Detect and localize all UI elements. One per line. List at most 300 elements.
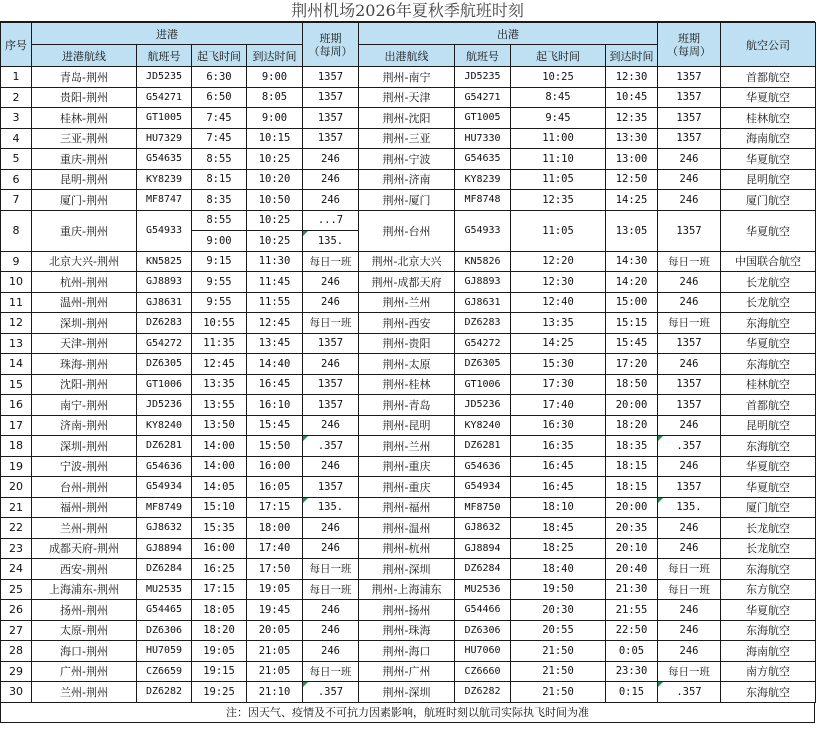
- cell-in-flight: GT1006: [137, 374, 192, 395]
- cell-in-dep-time: 13:35: [192, 374, 247, 395]
- cell-in-route: 珠海-荆州: [32, 354, 137, 375]
- cell-seq: 6: [1, 169, 32, 190]
- cell-out-route: 荆州-南宁: [359, 67, 455, 88]
- cell-in-arr-time: 10:25: [247, 210, 303, 231]
- cell-out-schedule: 1357: [658, 87, 721, 108]
- cell-out-route: 荆州-台州: [359, 210, 455, 251]
- cell-out-flight: JD5236: [455, 395, 511, 416]
- cell-in-flight: GT1005: [137, 108, 192, 129]
- cell-out-schedule: 246: [658, 292, 721, 313]
- cell-out-flight: KY8240: [455, 415, 511, 436]
- cell-in-flight: DZ6282: [137, 682, 192, 703]
- cell-in-route: 兰州-荆州: [32, 682, 137, 703]
- cell-seq: 14: [1, 354, 32, 375]
- table-row: [1, 169, 816, 190]
- cell-in-route: 重庆-荆州: [32, 210, 137, 251]
- cell-out-flight: DZ6282: [455, 682, 511, 703]
- cell-out-dep-time: 16:35: [511, 436, 606, 457]
- cell-in-flight: G54272: [137, 333, 192, 354]
- cell-out-route: 荆州-桂林: [359, 374, 455, 395]
- cell-seq: 22: [1, 518, 32, 539]
- cell-in-flight: HU7329: [137, 128, 192, 149]
- cell-out-flight: GJ8893: [455, 272, 511, 293]
- cell-in-dep-time: 6:50: [192, 87, 247, 108]
- cell-out-flight: GJ8631: [455, 292, 511, 313]
- cell-in-dep-time: 16:00: [192, 538, 247, 559]
- table-row: [1, 313, 816, 334]
- cell-out-arr-time: 20:40: [606, 559, 658, 580]
- cell-out-schedule: 1357: [658, 333, 721, 354]
- cell-out-schedule: 每日一班: [658, 661, 721, 682]
- cell-out-flight: CZ6660: [455, 661, 511, 682]
- cell-seq: 3: [1, 108, 32, 129]
- cell-in-schedule: ...7: [303, 210, 359, 231]
- table-row: [1, 149, 816, 170]
- cell-airline: 厦门航空: [721, 190, 816, 211]
- cell-in-arr-time: 10:15: [247, 128, 303, 149]
- table-row: [1, 456, 816, 477]
- cell-in-flight: JD5236: [137, 395, 192, 416]
- header-in-flight: 航班号: [137, 45, 192, 67]
- cell-in-arr-time: 15:45: [247, 415, 303, 436]
- cell-in-schedule: 246: [303, 518, 359, 539]
- cell-out-flight: GT1006: [455, 374, 511, 395]
- cell-seq: 20: [1, 477, 32, 498]
- cell-in-route: 杭州-荆州: [32, 272, 137, 293]
- cell-in-schedule: 每日一班: [303, 661, 359, 682]
- cell-in-arr-time: 11:45: [247, 272, 303, 293]
- cell-in-dep-time: 19:05: [192, 641, 247, 662]
- cell-out-flight: DZ6306: [455, 620, 511, 641]
- cell-in-route: 太原-荆州: [32, 620, 137, 641]
- cell-in-arr-time: 19:45: [247, 600, 303, 621]
- cell-out-route: 荆州-沈阳: [359, 108, 455, 129]
- cell-in-arr-time: 16:00: [247, 456, 303, 477]
- header-in-schedule: 班期 （每周）: [303, 23, 359, 67]
- cell-out-dep-time: 13:35: [511, 313, 606, 334]
- cell-out-route: 荆州-济南: [359, 169, 455, 190]
- cell-out-schedule: 1357: [658, 374, 721, 395]
- cell-in-dep-time: 8:55: [192, 210, 247, 231]
- table-row: [1, 67, 816, 88]
- cell-out-flight: HU7330: [455, 128, 511, 149]
- cell-airline: 海南航空: [721, 641, 816, 662]
- cell-in-dep-time: 14:00: [192, 456, 247, 477]
- cell-in-route: 青岛-荆州: [32, 67, 137, 88]
- cell-in-dep-time: 17:15: [192, 579, 247, 600]
- cell-in-schedule: 1357: [303, 128, 359, 149]
- cell-airline: 首都航空: [721, 67, 816, 88]
- cell-out-arr-time: 10:45: [606, 87, 658, 108]
- cell-in-arr-time: 16:05: [247, 477, 303, 498]
- cell-in-route: 厦门-荆州: [32, 190, 137, 211]
- cell-out-arr-time: 14:30: [606, 251, 658, 272]
- cell-out-dep-time: 12:40: [511, 292, 606, 313]
- cell-out-route: 荆州-杭州: [359, 538, 455, 559]
- table-row: [1, 518, 816, 539]
- cell-out-schedule: 246: [658, 190, 721, 211]
- cell-in-arr-time: 10:20: [247, 169, 303, 190]
- cell-out-route: 荆州-成都天府: [359, 272, 455, 293]
- cell-in-dep-time: 18:05: [192, 600, 247, 621]
- cell-airline: 东海航空: [721, 559, 816, 580]
- cell-airline: 昆明航空: [721, 169, 816, 190]
- cell-airline: 中国联合航空: [721, 251, 816, 272]
- cell-out-route: 荆州-厦门: [359, 190, 455, 211]
- cell-in-dep-time: 10:55: [192, 313, 247, 334]
- header-airline: 航空公司: [721, 23, 816, 67]
- cell-out-dep-time: 17:30: [511, 374, 606, 395]
- cell-seq: 25: [1, 579, 32, 600]
- cell-in-schedule: 135.: [303, 231, 359, 252]
- cell-in-route: 深圳-荆州: [32, 313, 137, 334]
- cell-airline: 东海航空: [721, 620, 816, 641]
- cell-out-dep-time: 18:25: [511, 538, 606, 559]
- cell-in-schedule: 1357: [303, 374, 359, 395]
- cell-in-route: 重庆-荆州: [32, 149, 137, 170]
- cell-in-arr-time: 9:00: [247, 108, 303, 129]
- cell-seq: 7: [1, 190, 32, 211]
- table-row: [1, 251, 816, 272]
- cell-in-dep-time: 13:55: [192, 395, 247, 416]
- cell-in-arr-time: 10:25: [247, 149, 303, 170]
- cell-in-arr-time: 8:05: [247, 87, 303, 108]
- cell-in-arr-time: 10:25: [247, 231, 303, 252]
- table-row: [1, 292, 816, 313]
- cell-in-flight: G54271: [137, 87, 192, 108]
- cell-airline: 桂林航空: [721, 108, 816, 129]
- cell-seq: 18: [1, 436, 32, 457]
- cell-out-route: 荆州-珠海: [359, 620, 455, 641]
- cell-in-schedule: 每日一班: [303, 559, 359, 580]
- cell-out-route: 荆州-上海浦东: [359, 579, 455, 600]
- table-row: [1, 395, 816, 416]
- cell-in-flight: DZ6305: [137, 354, 192, 375]
- cell-out-arr-time: 17:20: [606, 354, 658, 375]
- cell-in-flight: G54933: [137, 210, 192, 251]
- cell-in-route: 宁波-荆州: [32, 456, 137, 477]
- cell-seq: 24: [1, 559, 32, 580]
- table-row: [1, 641, 816, 662]
- cell-airline: 桂林航空: [721, 374, 816, 395]
- cell-out-schedule: 1357: [658, 210, 721, 251]
- table-row: [1, 128, 816, 149]
- table-row: [1, 538, 816, 559]
- header-out-schedule: 班期 （每周）: [658, 23, 721, 67]
- cell-out-flight: DZ6284: [455, 559, 511, 580]
- cell-in-dep-time: 6:30: [192, 67, 247, 88]
- cell-out-dep-time: 16:45: [511, 477, 606, 498]
- cell-in-arr-time: 20:05: [247, 620, 303, 641]
- cell-in-arr-time: 17:50: [247, 559, 303, 580]
- cell-in-schedule: 246: [303, 620, 359, 641]
- cell-out-arr-time: 13:00: [606, 149, 658, 170]
- cell-out-flight: G54934: [455, 477, 511, 498]
- cell-out-schedule: 246: [658, 538, 721, 559]
- table-row: [1, 87, 816, 108]
- cell-in-dep-time: 7:45: [192, 108, 247, 129]
- cell-in-schedule: 每日一班: [303, 251, 359, 272]
- cell-out-schedule: 246: [658, 149, 721, 170]
- cell-in-flight: CZ6659: [137, 661, 192, 682]
- cell-in-arr-time: 21:05: [247, 661, 303, 682]
- cell-out-route: 荆州-广州: [359, 661, 455, 682]
- cell-out-flight: HU7060: [455, 641, 511, 662]
- cell-in-dep-time: 16:25: [192, 559, 247, 580]
- cell-out-schedule: 每日一班: [658, 579, 721, 600]
- cell-in-flight: MF8747: [137, 190, 192, 211]
- cell-out-route: 荆州-天津: [359, 87, 455, 108]
- header-in-arr-time: 到达时间: [247, 45, 303, 67]
- cell-out-dep-time: 18:45: [511, 518, 606, 539]
- cell-out-arr-time: 14:25: [606, 190, 658, 211]
- cell-out-dep-time: 12:20: [511, 251, 606, 272]
- cell-in-route: 上海浦东-荆州: [32, 579, 137, 600]
- cell-in-dep-time: 9:55: [192, 272, 247, 293]
- cell-out-dep-time: 19:50: [511, 579, 606, 600]
- cell-out-arr-time: 22:50: [606, 620, 658, 641]
- cell-airline: 华夏航空: [721, 477, 816, 498]
- cell-out-arr-time: 15:45: [606, 333, 658, 354]
- cell-airline: 海南航空: [721, 128, 816, 149]
- cell-airline: 东海航空: [721, 682, 816, 703]
- cell-in-schedule: 1357: [303, 333, 359, 354]
- cell-in-flight: G54465: [137, 600, 192, 621]
- cell-out-dep-time: 20:55: [511, 620, 606, 641]
- cell-out-arr-time: 20:00: [606, 395, 658, 416]
- cell-in-flight: JD5235: [137, 67, 192, 88]
- cell-airline: 长龙航空: [721, 272, 816, 293]
- cell-in-route: 天津-荆州: [32, 333, 137, 354]
- cell-out-schedule: 246: [658, 354, 721, 375]
- cell-in-flight: DZ6306: [137, 620, 192, 641]
- cell-out-dep-time: 12:35: [511, 190, 606, 211]
- cell-out-dep-time: 11:00: [511, 128, 606, 149]
- cell-out-route: 荆州-三亚: [359, 128, 455, 149]
- cell-out-schedule: 246: [658, 415, 721, 436]
- cell-out-dep-time: 16:45: [511, 456, 606, 477]
- cell-out-route: 荆州-兰州: [359, 436, 455, 457]
- table-row: [1, 374, 816, 395]
- cell-out-route: 荆州-深圳: [359, 559, 455, 580]
- cell-out-dep-time: 18:10: [511, 497, 606, 518]
- cell-in-dep-time: 12:45: [192, 354, 247, 375]
- header-seq: 序号: [1, 23, 32, 67]
- cell-in-arr-time: 18:00: [247, 518, 303, 539]
- header-in-dep-time: 起飞时间: [192, 45, 247, 67]
- cell-out-flight: JD5235: [455, 67, 511, 88]
- table-row: [1, 354, 816, 375]
- cell-in-flight: KY8240: [137, 415, 192, 436]
- cell-out-dep-time: 9:45: [511, 108, 606, 129]
- cell-in-flight: GJ8893: [137, 272, 192, 293]
- cell-in-route: 扬州-荆州: [32, 600, 137, 621]
- cell-in-schedule: 1357: [303, 108, 359, 129]
- table-row: [1, 190, 816, 211]
- cell-seq: 1: [1, 67, 32, 88]
- cell-seq: 17: [1, 415, 32, 436]
- cell-in-route: 台州-荆州: [32, 477, 137, 498]
- cell-in-dep-time: 9:15: [192, 251, 247, 272]
- table-row: [1, 682, 816, 703]
- cell-airline: 华夏航空: [721, 333, 816, 354]
- cell-out-schedule: 246: [658, 169, 721, 190]
- cell-in-dep-time: 14:05: [192, 477, 247, 498]
- cell-seq: 16: [1, 395, 32, 416]
- cell-out-dep-time: 21:50: [511, 641, 606, 662]
- cell-airline: 华夏航空: [721, 149, 816, 170]
- cell-in-dep-time: 15:10: [192, 497, 247, 518]
- cell-seq: 2: [1, 87, 32, 108]
- cell-out-route: 荆州-重庆: [359, 477, 455, 498]
- cell-out-arr-time: 20:35: [606, 518, 658, 539]
- cell-seq: 30: [1, 682, 32, 703]
- cell-in-arr-time: 11:55: [247, 292, 303, 313]
- cell-in-schedule: 1357: [303, 395, 359, 416]
- cell-in-dep-time: 9:55: [192, 292, 247, 313]
- cell-out-route: 荆州-温州: [359, 518, 455, 539]
- cell-out-dep-time: 20:30: [511, 600, 606, 621]
- cell-out-flight: GJ8894: [455, 538, 511, 559]
- cell-out-flight: MF8748: [455, 190, 511, 211]
- cell-out-arr-time: 21:30: [606, 579, 658, 600]
- cell-in-route: 三亚-荆州: [32, 128, 137, 149]
- cell-seq: 21: [1, 497, 32, 518]
- cell-in-dep-time: 8:55: [192, 149, 247, 170]
- cell-in-route: 南宁-荆州: [32, 395, 137, 416]
- cell-in-route: 昆明-荆州: [32, 169, 137, 190]
- cell-in-route: 福州-荆州: [32, 497, 137, 518]
- cell-seq: 13: [1, 333, 32, 354]
- cell-in-arr-time: 11:30: [247, 251, 303, 272]
- cell-in-schedule: 246: [303, 641, 359, 662]
- cell-out-arr-time: 12:30: [606, 67, 658, 88]
- cell-in-flight: G54636: [137, 456, 192, 477]
- footer-note: 注：因天气、疫情及不可抗力因素影响，航班时刻以航司实际执飞时间为准: [0, 703, 815, 723]
- cell-in-dep-time: 18:20: [192, 620, 247, 641]
- cell-out-route: 荆州-重庆: [359, 456, 455, 477]
- cell-in-dep-time: 19:25: [192, 682, 247, 703]
- schedule-table: [0, 22, 816, 703]
- cell-out-schedule: 1357: [658, 477, 721, 498]
- header-arrive-group: 进港: [32, 23, 303, 45]
- cell-seq: 23: [1, 538, 32, 559]
- cell-in-flight: DZ6284: [137, 559, 192, 580]
- cell-airline: 华夏航空: [721, 456, 816, 477]
- cell-airline: 东海航空: [721, 313, 816, 334]
- cell-out-arr-time: 18:35: [606, 436, 658, 457]
- cell-out-route: 荆州-贵阳: [359, 333, 455, 354]
- cell-in-route: 深圳-荆州: [32, 436, 137, 457]
- cell-in-dep-time: 13:50: [192, 415, 247, 436]
- cell-in-arr-time: 13:45: [247, 333, 303, 354]
- cell-in-route: 广州-荆州: [32, 661, 137, 682]
- cell-out-flight: G54271: [455, 87, 511, 108]
- cell-out-arr-time: 18:20: [606, 415, 658, 436]
- cell-seq: 29: [1, 661, 32, 682]
- cell-out-schedule: 135.: [658, 497, 721, 518]
- table-row: [1, 559, 816, 580]
- cell-out-flight: G54272: [455, 333, 511, 354]
- cell-out-schedule: 1357: [658, 128, 721, 149]
- cell-in-schedule: 246: [303, 272, 359, 293]
- cell-out-schedule: 246: [658, 456, 721, 477]
- cell-out-dep-time: 21:50: [511, 661, 606, 682]
- cell-out-arr-time: 13:05: [606, 210, 658, 251]
- table-row: [1, 477, 816, 498]
- cell-in-flight: KN5825: [137, 251, 192, 272]
- cell-in-schedule: 246: [303, 456, 359, 477]
- cell-out-route: 荆州-深圳: [359, 682, 455, 703]
- cell-seq: 12: [1, 313, 32, 334]
- cell-out-dep-time: 11:05: [511, 210, 606, 251]
- cell-out-schedule: 246: [658, 272, 721, 293]
- cell-airline: 华夏航空: [721, 87, 816, 108]
- cell-in-schedule: 246: [303, 354, 359, 375]
- cell-in-route: 沈阳-荆州: [32, 374, 137, 395]
- cell-in-dep-time: 15:35: [192, 518, 247, 539]
- cell-out-schedule: 1357: [658, 395, 721, 416]
- cell-out-route: 荆州-福州: [359, 497, 455, 518]
- cell-in-schedule: 135.: [303, 497, 359, 518]
- cell-airline: 长龙航空: [721, 518, 816, 539]
- cell-in-arr-time: 21:05: [247, 641, 303, 662]
- cell-out-flight: G54636: [455, 456, 511, 477]
- cell-in-dep-time: 7:45: [192, 128, 247, 149]
- cell-out-flight: KY8239: [455, 169, 511, 190]
- cell-out-arr-time: 18:15: [606, 477, 658, 498]
- cell-out-route: 荆州-青岛: [359, 395, 455, 416]
- cell-out-flight: MU2536: [455, 579, 511, 600]
- cell-seq: 19: [1, 456, 32, 477]
- cell-in-arr-time: 10:50: [247, 190, 303, 211]
- cell-in-flight: G54934: [137, 477, 192, 498]
- header-out-dep-time: 起飞时间: [511, 45, 606, 67]
- header-out-route: 出港航线: [359, 45, 455, 67]
- cell-out-dep-time: 11:05: [511, 169, 606, 190]
- cell-out-arr-time: 12:35: [606, 108, 658, 129]
- cell-out-dep-time: 14:25: [511, 333, 606, 354]
- cell-out-flight: KN5826: [455, 251, 511, 272]
- cell-seq: 27: [1, 620, 32, 641]
- cell-in-route: 温州-荆州: [32, 292, 137, 313]
- table-row: [1, 108, 816, 129]
- cell-out-dep-time: 12:30: [511, 272, 606, 293]
- table-row: [1, 210, 816, 231]
- cell-out-arr-time: 13:30: [606, 128, 658, 149]
- cell-in-schedule: 1357: [303, 67, 359, 88]
- cell-out-flight: G54466: [455, 600, 511, 621]
- cell-in-dep-time: 9:00: [192, 231, 247, 252]
- cell-in-schedule: 每日一班: [303, 313, 359, 334]
- cell-out-flight: GT1005: [455, 108, 511, 129]
- cell-seq: 10: [1, 272, 32, 293]
- cell-airline: 华夏航空: [721, 600, 816, 621]
- cell-airline: 东海航空: [721, 436, 816, 457]
- table-row: [1, 497, 816, 518]
- cell-out-arr-time: 23:30: [606, 661, 658, 682]
- cell-in-flight: DZ6283: [137, 313, 192, 334]
- cell-out-arr-time: 18:50: [606, 374, 658, 395]
- cell-out-arr-time: 14:20: [606, 272, 658, 293]
- cell-airline: 昆明航空: [721, 415, 816, 436]
- cell-out-flight: G54933: [455, 210, 511, 251]
- cell-airline: 长龙航空: [721, 292, 816, 313]
- cell-in-arr-time: 17:15: [247, 497, 303, 518]
- cell-in-dep-time: 8:15: [192, 169, 247, 190]
- cell-out-schedule: 246: [658, 620, 721, 641]
- table-row: [1, 333, 816, 354]
